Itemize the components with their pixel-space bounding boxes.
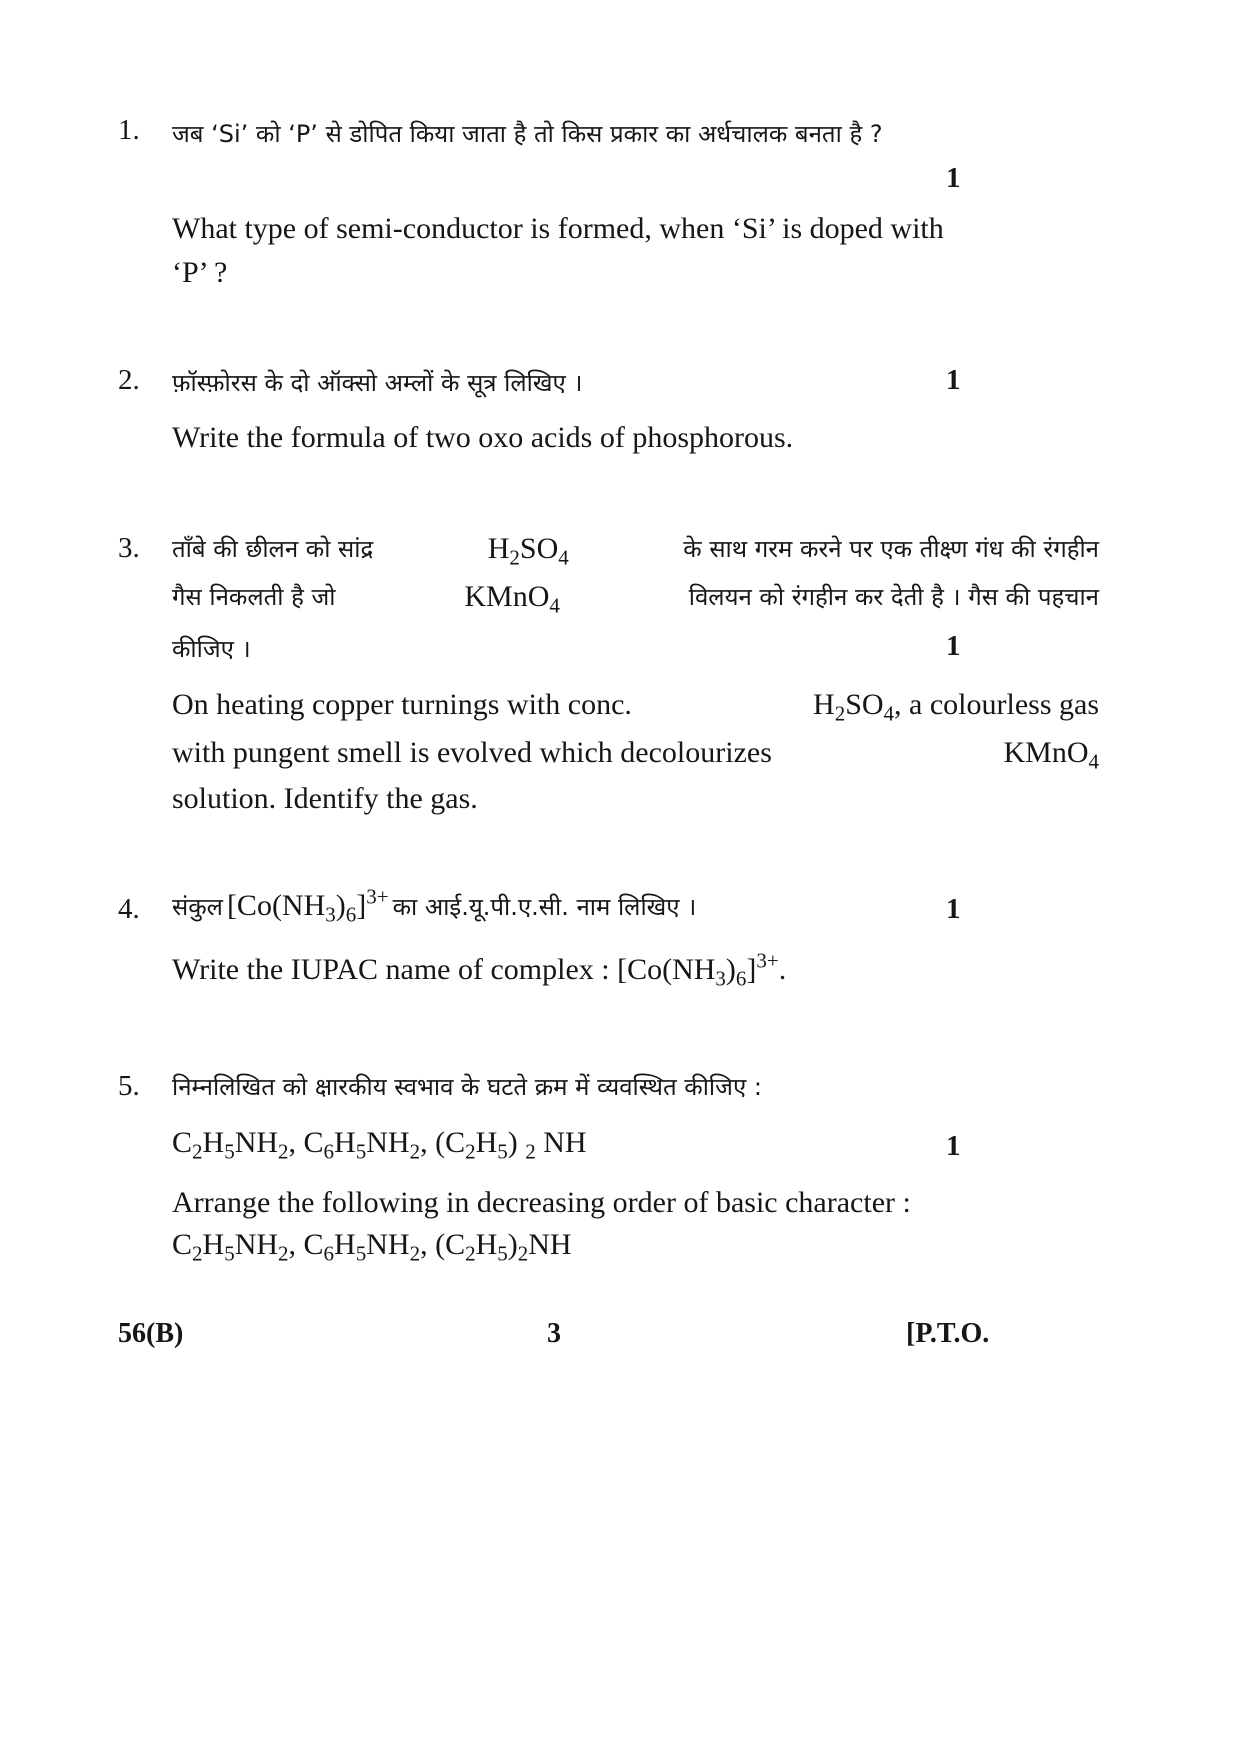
question-5-number: 5. [118, 1070, 140, 1102]
question-3-hindi-1b: के साथ गरम करने पर एक तीक्ष्ण गंध की रंगहीन [683, 535, 1099, 563]
formula-kmno4-hindi: KMnO$_4$ [464, 580, 560, 618]
question-2-english: Write the formula of two oxo acids of phosphorous. [172, 421, 794, 454]
question-3-english-1a: On heating copper turnings with conc. [172, 688, 632, 721]
question-4-english: Write the IUPAC name of complex : $[Co(NH_3)_6]^{3+}$. [172, 948, 787, 991]
formula-h2so4-english: $H_2SO_4$, a colourless gas [813, 688, 1099, 726]
question-1-english-line-2: ‘P’ ? [172, 256, 228, 289]
question-3-hindi-line-3: कीजिए । [172, 635, 251, 663]
question-5-english-text: Arrange the following in decreasing order of basic character : [172, 1186, 911, 1219]
question-5-formula-line-hindi: $C_2H_5NH_2$, $C_6H_5NH_2$, $(C_2H_5)$ $_2$ NH [172, 1126, 587, 1164]
question-1-english-line-1 [172, 212, 1099, 246]
formula-complex-english: $[Co(NH_3)_6]^{3+}$ [617, 948, 779, 991]
question-5-hindi: निम्नलिखित को क्षारकीय स्वभाव के घटते क्रम में व्यवस्थित कीजिए : [172, 1073, 762, 1101]
question-3-english-line-2 [172, 736, 1099, 774]
formula-complex-hindi: $[Co(NH_3)_6]^{3+}$ [226, 884, 389, 927]
please-turn-over: [P.T.O. [906, 1318, 990, 1349]
question-3-english-2a: with pungent smell is evolved which decolourizes [172, 736, 772, 769]
question-1-english-text-1: What type of semi-conductor is formed, when ‘Si’ is doped with [172, 212, 944, 245]
formula-kmno4-english: KMnO$_4$ [1003, 736, 1099, 774]
question-5-english-line-1 [172, 1186, 1099, 1220]
question-2-hindi: फ़ॉस्फ़ोरस के दो ऑक्सो अम्लों के सूत्र लिखिए । [172, 369, 583, 397]
question-3-marks: 1 [946, 630, 961, 662]
question-3-hindi-line-2 [172, 580, 1099, 618]
question-3-english-line-3: solution. Identify the gas. [172, 782, 478, 815]
question-3-hindi-2a: गैस निकलती है जो [172, 583, 336, 611]
question-1-hindi: जब ‘Si’ को ‘P’ से डोपित किया जाता है तो किस प्रकार का अर्धचालक बनता है ? [172, 120, 883, 148]
question-3-hindi-1a: ताँबे की छीलन को सांद्र [172, 535, 374, 563]
formula-h2so4-hindi: $H_2SO_4$ [487, 532, 569, 570]
question-4-marks: 1 [946, 893, 961, 925]
question-3-number: 3. [118, 532, 140, 564]
question-1-number: 1. [118, 114, 140, 146]
question-4-number: 4. [118, 893, 140, 925]
question-1-marks: 1 [946, 162, 961, 194]
question-3-english-line-1 [172, 688, 1099, 726]
page-number: 3 [547, 1318, 561, 1349]
question-5-marks: 1 [946, 1130, 961, 1162]
question-4-hindi: संकुल $[Co(NH_3)_6]^{3+}$ का आई.यू.पी.ए.सी. नाम लिखिए । [172, 884, 697, 927]
question-3-hindi-line-1 [172, 532, 1099, 570]
question-2-marks: 1 [946, 364, 961, 396]
question-2-number: 2. [118, 364, 140, 396]
question-5-formula-line-english: $C_2H_5NH_2$, $C_6H_5NH_2$, $(C_2H_5)_2NH$ [172, 1228, 572, 1266]
paper-code: 56(B) [118, 1318, 184, 1349]
question-3-hindi-2b: विलयन को रंगहीन कर देती है । गैस की पहचान [688, 583, 1099, 611]
